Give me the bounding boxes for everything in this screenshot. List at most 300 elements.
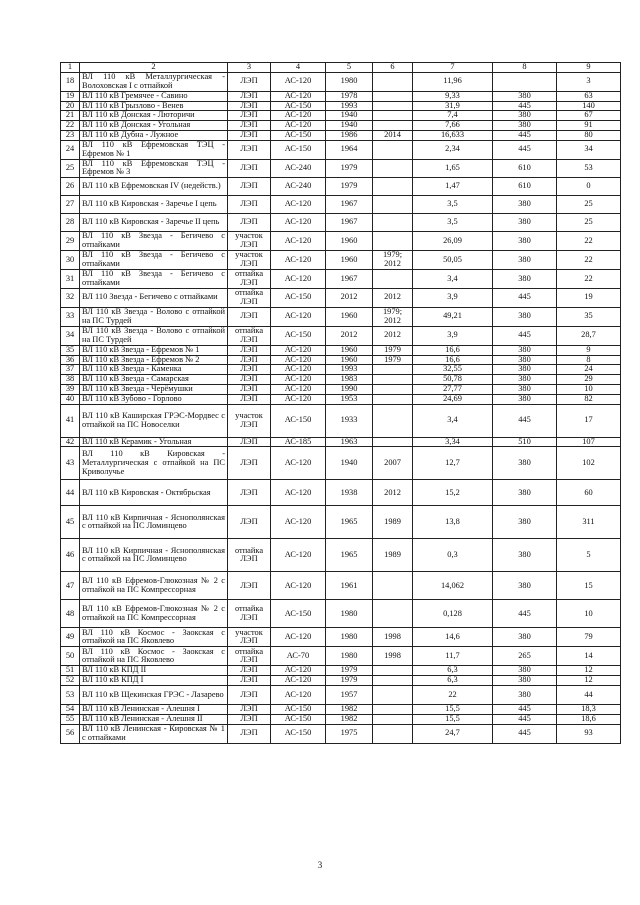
row-number-cell: 22 xyxy=(61,121,80,131)
object-type-cell: ЛЭП xyxy=(228,572,271,600)
row-number-cell: 51 xyxy=(61,666,80,676)
year-rebuilt-cell xyxy=(373,111,413,121)
year-rebuilt-cell: 1979; 2012 xyxy=(373,307,413,326)
line-name-cell: ВЛ 110 кВ Звезда - Бегичево с отпайками xyxy=(80,251,228,270)
load-current-cell: 44 xyxy=(557,686,621,705)
allowed-current-cell: 610 xyxy=(493,159,557,178)
row-number-cell: 40 xyxy=(61,394,80,404)
allowed-current-cell: 380 xyxy=(493,385,557,395)
wire-brand-cell: АС-120 xyxy=(271,394,326,404)
allowed-current-cell: 445 xyxy=(493,101,557,111)
wire-brand-cell: АС-120 xyxy=(271,345,326,355)
row-number-cell: 55 xyxy=(61,714,80,724)
year-rebuilt-cell: 1998 xyxy=(373,647,413,666)
load-current-cell: 8 xyxy=(557,355,621,365)
header-cell: 7 xyxy=(413,63,493,73)
line-name-cell: ВЛ 110 кВ Кировская - Заречье I цепь xyxy=(80,196,228,214)
load-current-cell: 12 xyxy=(557,676,621,686)
line-name-cell: ВЛ 110 кВ Кирпичная - Яснополянская с отпайкой на ПС Ломинцево xyxy=(80,539,228,572)
wire-brand-cell: АС-120 xyxy=(271,375,326,385)
load-current-cell: 17 xyxy=(557,404,621,437)
year-built-cell: 1960 xyxy=(326,307,373,326)
line-name-cell: ВЛ 110 кВ Донская - Угольная xyxy=(80,121,228,131)
year-rebuilt-cell: 1979; 2012 xyxy=(373,251,413,270)
line-name-cell: ВЛ 110 кВ Зубово - Горлово xyxy=(80,394,228,404)
year-rebuilt-cell xyxy=(373,270,413,289)
year-built-cell: 1982 xyxy=(326,705,373,715)
length-km-cell: 15,5 xyxy=(413,714,493,724)
row-number-cell: 54 xyxy=(61,705,80,715)
load-current-cell: 91 xyxy=(557,121,621,131)
length-km-cell: 11,96 xyxy=(413,72,493,91)
allowed-current-cell: 380 xyxy=(493,628,557,647)
wire-brand-cell: АС-120 xyxy=(271,676,326,686)
header-cell: 1 xyxy=(61,63,80,73)
load-current-cell: 22 xyxy=(557,270,621,289)
row-number-cell: 45 xyxy=(61,506,80,539)
line-name-cell: ВЛ 110 кВ Дубна - Лужное xyxy=(80,131,228,141)
header-cell: 5 xyxy=(326,63,373,73)
table-row xyxy=(61,447,621,480)
wire-brand-cell: АС-120 xyxy=(271,666,326,676)
allowed-current-cell: 445 xyxy=(493,724,557,743)
year-built-cell: 1993 xyxy=(326,101,373,111)
wire-brand-cell: АС-120 xyxy=(271,447,326,480)
year-rebuilt-cell xyxy=(373,404,413,437)
table-row xyxy=(61,404,621,437)
line-name-cell: ВЛ 110 кВ Звезда - Ефремов № 2 xyxy=(80,355,228,365)
year-built-cell: 1979 xyxy=(326,178,373,196)
year-built-cell: 1993 xyxy=(326,365,373,375)
wire-brand-cell: АС-150 xyxy=(271,101,326,111)
load-current-cell: 107 xyxy=(557,437,621,447)
line-name-cell: ВЛ 110 кВ Кирпичная - Яснополянская с отпайкой на ПС Ломинцево xyxy=(80,506,228,539)
row-number-cell: 27 xyxy=(61,196,80,214)
load-current-cell: 14 xyxy=(557,647,621,666)
row-number-cell: 39 xyxy=(61,385,80,395)
wire-brand-cell: АС-120 xyxy=(271,270,326,289)
allowed-current-cell: 445 xyxy=(493,404,557,437)
object-type-cell: участок ЛЭП xyxy=(228,628,271,647)
allowed-current-cell: 380 xyxy=(493,676,557,686)
object-type-cell: ЛЭП xyxy=(228,91,271,101)
load-current-cell: 25 xyxy=(557,214,621,232)
load-current-cell: 24 xyxy=(557,365,621,375)
year-rebuilt-cell xyxy=(373,232,413,251)
year-built-cell: 1940 xyxy=(326,111,373,121)
length-km-cell: 3,34 xyxy=(413,437,493,447)
load-current-cell: 3 xyxy=(557,72,621,91)
line-name-cell: ВЛ 110 кВ Ленинская - Алешня II xyxy=(80,714,228,724)
length-km-cell: 24,7 xyxy=(413,724,493,743)
wire-brand-cell: АС-70 xyxy=(271,647,326,666)
wire-brand-cell: АС-120 xyxy=(271,385,326,395)
table-row xyxy=(61,647,621,666)
allowed-current-cell: 380 xyxy=(493,375,557,385)
year-rebuilt-cell xyxy=(373,178,413,196)
wire-brand-cell: АС-150 xyxy=(271,326,326,345)
row-number-cell: 20 xyxy=(61,101,80,111)
allowed-current-cell: 445 xyxy=(493,140,557,159)
year-built-cell: 1990 xyxy=(326,385,373,395)
allowed-current-cell: 445 xyxy=(493,288,557,307)
load-current-cell: 15 xyxy=(557,572,621,600)
allowed-current-cell: 380 xyxy=(493,270,557,289)
allowed-current-cell: 380 xyxy=(493,365,557,375)
line-name-cell: ВЛ 110 кВ Кировская - Октябрьская xyxy=(80,480,228,506)
year-built-cell: 2012 xyxy=(326,326,373,345)
header-row xyxy=(61,63,621,73)
table-row xyxy=(61,628,621,647)
load-current-cell: 22 xyxy=(557,232,621,251)
year-built-cell: 1980 xyxy=(326,628,373,647)
object-type-cell: ЛЭП xyxy=(228,140,271,159)
row-number-cell: 31 xyxy=(61,270,80,289)
year-built-cell: 1960 xyxy=(326,345,373,355)
year-rebuilt-cell xyxy=(373,666,413,676)
load-current-cell: 102 xyxy=(557,447,621,480)
year-built-cell: 1967 xyxy=(326,214,373,232)
year-built-cell: 1953 xyxy=(326,394,373,404)
year-rebuilt-cell xyxy=(373,101,413,111)
allowed-current-cell: 380 xyxy=(493,111,557,121)
length-km-cell: 11,7 xyxy=(413,647,493,666)
allowed-current-cell: 380 xyxy=(493,307,557,326)
row-number-cell: 24 xyxy=(61,140,80,159)
year-built-cell: 1986 xyxy=(326,131,373,141)
line-name-cell: ВЛ 110 кВ Кировская - Заречье II цепь xyxy=(80,214,228,232)
allowed-current-cell: 380 xyxy=(493,666,557,676)
object-type-cell: ЛЭП xyxy=(228,375,271,385)
year-rebuilt-cell xyxy=(373,72,413,91)
length-km-cell: 9,33 xyxy=(413,91,493,101)
row-number-cell: 56 xyxy=(61,724,80,743)
object-type-cell: отпайка ЛЭП xyxy=(228,288,271,307)
wire-brand-cell: АС-120 xyxy=(271,251,326,270)
load-current-cell: 60 xyxy=(557,480,621,506)
year-rebuilt-cell xyxy=(373,140,413,159)
line-name-cell: ВЛ 110 кВ Гремячее - Савино xyxy=(80,91,228,101)
wire-brand-cell: АС-150 xyxy=(271,131,326,141)
wire-brand-cell: АС-240 xyxy=(271,159,326,178)
year-rebuilt-cell xyxy=(373,600,413,628)
line-name-cell: ВЛ 110 кВ Звезда - Волово с отпайкой на ПС Турдей xyxy=(80,326,228,345)
length-km-cell: 14,062 xyxy=(413,572,493,600)
object-type-cell: ЛЭП xyxy=(228,355,271,365)
load-current-cell: 10 xyxy=(557,600,621,628)
year-rebuilt-cell: 2012 xyxy=(373,480,413,506)
row-number-cell: 47 xyxy=(61,572,80,600)
table-row xyxy=(61,686,621,705)
object-type-cell: отпайка ЛЭП xyxy=(228,326,271,345)
year-rebuilt-cell: 2014 xyxy=(373,131,413,141)
year-built-cell: 1980 xyxy=(326,72,373,91)
year-built-cell: 1940 xyxy=(326,447,373,480)
year-built-cell: 1960 xyxy=(326,232,373,251)
row-number-cell: 33 xyxy=(61,307,80,326)
allowed-current-cell: 380 xyxy=(493,539,557,572)
length-km-cell: 49,21 xyxy=(413,307,493,326)
load-current-cell: 67 xyxy=(557,111,621,121)
table-row xyxy=(61,140,621,159)
row-number-cell: 46 xyxy=(61,539,80,572)
line-name-cell: ВЛ 110 кВ Щекинская ГРЭС - Лазарево xyxy=(80,686,228,705)
length-km-cell: 6,3 xyxy=(413,676,493,686)
object-type-cell: отпайка ЛЭП xyxy=(228,270,271,289)
line-name-cell: ВЛ 110 кВ Донская - Люторичи xyxy=(80,111,228,121)
object-type-cell: ЛЭП xyxy=(228,121,271,131)
wire-brand-cell: АС-120 xyxy=(271,111,326,121)
year-rebuilt-cell xyxy=(373,365,413,375)
line-name-cell: ВЛ 110 кВ Ленинская - Алешня I xyxy=(80,705,228,715)
year-rebuilt-cell xyxy=(373,159,413,178)
load-current-cell: 63 xyxy=(557,91,621,101)
table-row xyxy=(61,196,621,214)
object-type-cell: ЛЭП xyxy=(228,686,271,705)
object-type-cell: участок ЛЭП xyxy=(228,232,271,251)
table-row xyxy=(61,365,621,375)
length-km-cell: 1,47 xyxy=(413,178,493,196)
table-row xyxy=(61,666,621,676)
year-built-cell: 1933 xyxy=(326,404,373,437)
year-rebuilt-cell: 2012 xyxy=(373,288,413,307)
header-cell: 6 xyxy=(373,63,413,73)
load-current-cell: 5 xyxy=(557,539,621,572)
wire-brand-cell: АС-150 xyxy=(271,724,326,743)
row-number-cell: 30 xyxy=(61,251,80,270)
length-km-cell: 31,9 xyxy=(413,101,493,111)
line-name-cell: ВЛ 110 кВ Ефремовская IV (недейств.) xyxy=(80,178,228,196)
year-built-cell: 1979 xyxy=(326,676,373,686)
length-km-cell: 3,4 xyxy=(413,270,493,289)
year-built-cell: 1979 xyxy=(326,666,373,676)
year-rebuilt-cell: 2007 xyxy=(373,447,413,480)
table-row xyxy=(61,676,621,686)
year-built-cell: 1938 xyxy=(326,480,373,506)
wire-brand-cell: АС-150 xyxy=(271,404,326,437)
load-current-cell: 80 xyxy=(557,131,621,141)
table-row xyxy=(61,375,621,385)
header-cell: 2 xyxy=(80,63,228,73)
object-type-cell: отпайка ЛЭП xyxy=(228,539,271,572)
table-row xyxy=(61,251,621,270)
object-type-cell: ЛЭП xyxy=(228,214,271,232)
length-km-cell: 50,05 xyxy=(413,251,493,270)
table-row xyxy=(61,724,621,743)
table-row xyxy=(61,600,621,628)
allowed-current-cell: 380 xyxy=(493,251,557,270)
wire-brand-cell: АС-150 xyxy=(271,705,326,715)
year-rebuilt-cell: 1998 xyxy=(373,628,413,647)
year-rebuilt-cell: 1979 xyxy=(373,345,413,355)
length-km-cell: 3,9 xyxy=(413,288,493,307)
object-type-cell: отпайка ЛЭП xyxy=(228,647,271,666)
load-current-cell: 35 xyxy=(557,307,621,326)
year-rebuilt-cell xyxy=(373,714,413,724)
line-name-cell: ВЛ 110 кВ Звезда - Ефремов № 1 xyxy=(80,345,228,355)
allowed-current-cell xyxy=(493,72,557,91)
allowed-current-cell: 380 xyxy=(493,686,557,705)
row-number-cell: 19 xyxy=(61,91,80,101)
row-number-cell: 41 xyxy=(61,404,80,437)
table-row xyxy=(61,101,621,111)
object-type-cell: ЛЭП xyxy=(228,159,271,178)
year-rebuilt-cell xyxy=(373,437,413,447)
load-current-cell: 22 xyxy=(557,251,621,270)
table-row xyxy=(61,288,621,307)
line-name-cell: ВЛ 110 кВ Каширская ГРЭС-Мордвес с отпайкой на ПС Новоселки xyxy=(80,404,228,437)
row-number-cell: 53 xyxy=(61,686,80,705)
table-row xyxy=(61,480,621,506)
wire-brand-cell: АС-120 xyxy=(271,121,326,131)
object-type-cell: ЛЭП xyxy=(228,394,271,404)
line-name-cell: ВЛ 110 кВ КПД I xyxy=(80,676,228,686)
table-row xyxy=(61,506,621,539)
object-type-cell: участок ЛЭП xyxy=(228,251,271,270)
year-rebuilt-cell xyxy=(373,572,413,600)
object-type-cell: ЛЭП xyxy=(228,111,271,121)
load-current-cell: 9 xyxy=(557,345,621,355)
year-rebuilt-cell xyxy=(373,705,413,715)
year-built-cell: 1982 xyxy=(326,714,373,724)
allowed-current-cell: 610 xyxy=(493,178,557,196)
length-km-cell: 22 xyxy=(413,686,493,705)
table-row xyxy=(61,178,621,196)
year-built-cell: 1963 xyxy=(326,437,373,447)
header-cell: 9 xyxy=(557,63,621,73)
wire-brand-cell: АС-150 xyxy=(271,140,326,159)
year-rebuilt-cell: 1989 xyxy=(373,506,413,539)
length-km-cell: 26,09 xyxy=(413,232,493,251)
year-built-cell: 1975 xyxy=(326,724,373,743)
allowed-current-cell: 380 xyxy=(493,91,557,101)
year-rebuilt-cell xyxy=(373,724,413,743)
year-built-cell: 2012 xyxy=(326,288,373,307)
wire-brand-cell: АС-120 xyxy=(271,196,326,214)
object-type-cell: ЛЭП xyxy=(228,178,271,196)
length-km-cell: 0,3 xyxy=(413,539,493,572)
year-rebuilt-cell: 2012 xyxy=(373,326,413,345)
wire-brand-cell: АС-120 xyxy=(271,72,326,91)
wire-brand-cell: АС-150 xyxy=(271,600,326,628)
length-km-cell: 24,69 xyxy=(413,394,493,404)
load-current-cell: 18,3 xyxy=(557,705,621,715)
row-number-cell: 34 xyxy=(61,326,80,345)
allowed-current-cell: 380 xyxy=(493,196,557,214)
table-row xyxy=(61,539,621,572)
line-name-cell: ВЛ 110 кВ Звезда - Волово с отпайкой на ПС Турдей xyxy=(80,307,228,326)
length-km-cell: 16,6 xyxy=(413,355,493,365)
load-current-cell: 25 xyxy=(557,196,621,214)
wire-brand-cell: АС-120 xyxy=(271,628,326,647)
line-name-cell: ВЛ 110 кВ Космос - Заокская с отпайкой на ПС Яковлево xyxy=(80,628,228,647)
header-cell: 3 xyxy=(228,63,271,73)
year-built-cell: 1965 xyxy=(326,539,373,572)
wire-brand-cell: АС-120 xyxy=(271,307,326,326)
line-name-cell: ВЛ 110 кВ Ефремов-Глюкозная № 2 с отпайкой на ПС Компрессорная xyxy=(80,572,228,600)
object-type-cell: ЛЭП xyxy=(228,676,271,686)
object-type-cell: ЛЭП xyxy=(228,480,271,506)
wire-brand-cell: АС-185 xyxy=(271,437,326,447)
row-number-cell: 28 xyxy=(61,214,80,232)
length-km-cell: 12,7 xyxy=(413,447,493,480)
year-rebuilt-cell xyxy=(373,385,413,395)
line-name-cell: ВЛ 110 кВ Ленинская - Кировская № 1 с отпайками xyxy=(80,724,228,743)
length-km-cell: 2,34 xyxy=(413,140,493,159)
length-km-cell: 3,4 xyxy=(413,404,493,437)
wire-brand-cell: АС-120 xyxy=(271,572,326,600)
wire-brand-cell: АС-120 xyxy=(271,214,326,232)
table-row xyxy=(61,159,621,178)
page-number: 3 xyxy=(317,860,323,870)
object-type-cell: ЛЭП xyxy=(228,365,271,375)
table-row xyxy=(61,307,621,326)
object-type-cell: участок ЛЭП xyxy=(228,404,271,437)
wire-brand-cell: АС-240 xyxy=(271,178,326,196)
allowed-current-cell: 265 xyxy=(493,647,557,666)
row-number-cell: 25 xyxy=(61,159,80,178)
row-number-cell: 32 xyxy=(61,288,80,307)
object-type-cell: ЛЭП xyxy=(228,72,271,91)
load-current-cell: 79 xyxy=(557,628,621,647)
load-current-cell: 93 xyxy=(557,724,621,743)
line-name-cell: ВЛ 110 кВ Ефремовская ТЭЦ - Ефремов № 3 xyxy=(80,159,228,178)
allowed-current-cell: 380 xyxy=(493,232,557,251)
line-name-cell: ВЛ 110 кВ Звезда - Самарская xyxy=(80,375,228,385)
allowed-current-cell: 380 xyxy=(493,572,557,600)
table-row xyxy=(61,131,621,141)
line-name-cell: ВЛ 110 кВ Ефремовская ТЭЦ - Ефремов № 1 xyxy=(80,140,228,159)
row-number-cell: 37 xyxy=(61,365,80,375)
length-km-cell: 16,633 xyxy=(413,131,493,141)
table-row xyxy=(61,705,621,715)
length-km-cell: 15,2 xyxy=(413,480,493,506)
line-name-cell: ВЛ 110 кВ Грызлово - Венев xyxy=(80,101,228,111)
length-km-cell: 16,6 xyxy=(413,345,493,355)
object-type-cell: ЛЭП xyxy=(228,705,271,715)
year-built-cell: 1957 xyxy=(326,686,373,705)
allowed-current-cell: 380 xyxy=(493,355,557,365)
year-built-cell: 1980 xyxy=(326,647,373,666)
year-rebuilt-cell xyxy=(373,394,413,404)
wire-brand-cell: АС-150 xyxy=(271,288,326,307)
row-number-cell: 26 xyxy=(61,178,80,196)
table-row xyxy=(61,355,621,365)
row-number-cell: 23 xyxy=(61,131,80,141)
allowed-current-cell: 380 xyxy=(493,506,557,539)
object-type-cell: ЛЭП xyxy=(228,724,271,743)
object-type-cell: ЛЭП xyxy=(228,196,271,214)
year-rebuilt-cell xyxy=(373,214,413,232)
table-row xyxy=(61,91,621,101)
year-rebuilt-cell xyxy=(373,121,413,131)
allowed-current-cell: 510 xyxy=(493,437,557,447)
allowed-current-cell: 380 xyxy=(493,480,557,506)
wire-brand-cell: АС-120 xyxy=(271,355,326,365)
load-current-cell: 311 xyxy=(557,506,621,539)
load-current-cell: 28,7 xyxy=(557,326,621,345)
allowed-current-cell: 445 xyxy=(493,705,557,715)
row-number-cell: 21 xyxy=(61,111,80,121)
wire-brand-cell: АС-150 xyxy=(271,714,326,724)
length-km-cell: 3,5 xyxy=(413,196,493,214)
load-current-cell: 53 xyxy=(557,159,621,178)
table-row xyxy=(61,714,621,724)
object-type-cell: ЛЭП xyxy=(228,714,271,724)
table-row xyxy=(61,72,621,91)
year-built-cell: 1964 xyxy=(326,140,373,159)
length-km-cell: 6,3 xyxy=(413,666,493,676)
